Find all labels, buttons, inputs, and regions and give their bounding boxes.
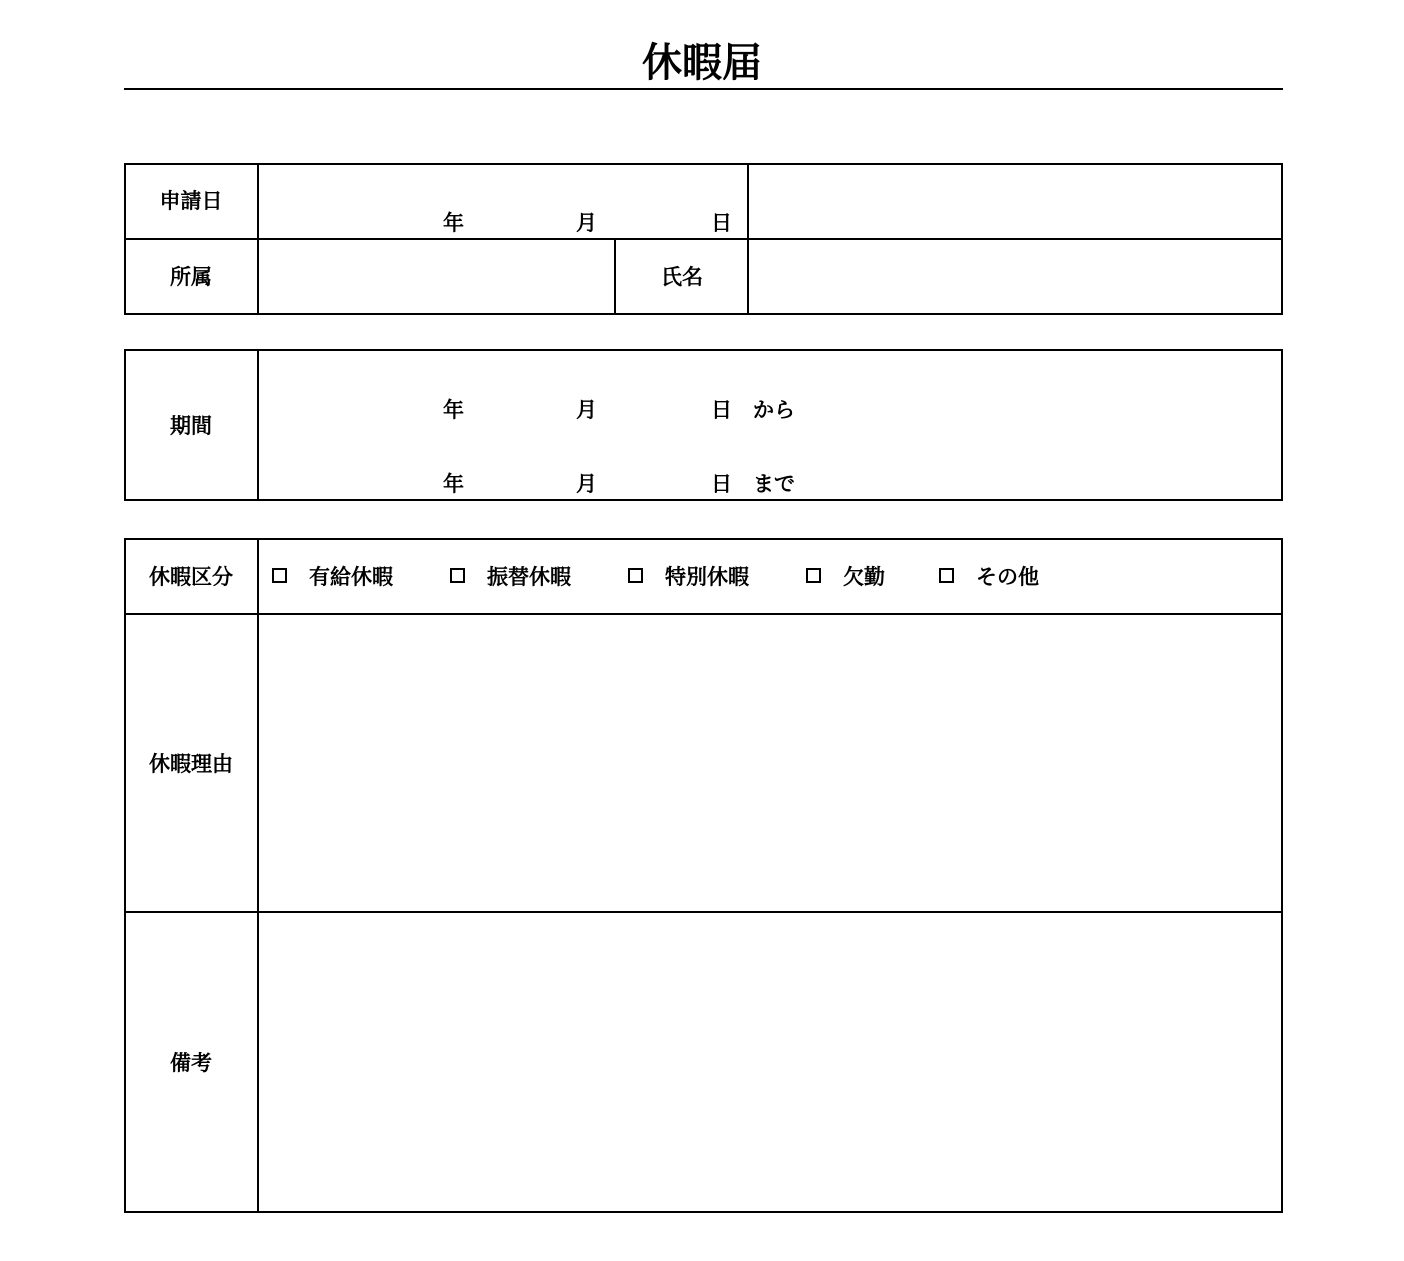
leave-type-row-divider	[124, 613, 1283, 615]
leave-reason-row-divider	[124, 911, 1283, 913]
special-leave-checkbox[interactable]	[628, 568, 643, 583]
leave-type-label: 休暇区分	[149, 565, 233, 589]
period-end-day-unit: 日	[711, 472, 732, 496]
period-end-year-unit: 年	[443, 472, 464, 496]
department-field[interactable]	[260, 241, 613, 313]
period-start-field[interactable]	[260, 352, 1280, 424]
other-checkbox[interactable]	[939, 568, 954, 583]
special-leave-option-label: 特別休暇	[665, 565, 749, 589]
name-field[interactable]	[750, 241, 1280, 313]
application-date-year-unit: 年	[443, 211, 464, 235]
period-from-suffix: から	[753, 398, 795, 422]
page-title: 休暇届	[642, 40, 762, 86]
period-end-month-unit: 月	[576, 472, 597, 496]
other-option-label: その他	[976, 565, 1039, 589]
period-start-year-unit: 年	[443, 398, 464, 422]
title-underline	[124, 88, 1283, 90]
application-date-day-unit: 日	[711, 211, 732, 235]
substitute-leave-checkbox[interactable]	[450, 568, 465, 583]
application-date-label: 申請日	[159, 189, 223, 213]
remarks-field[interactable]	[260, 914, 1280, 1210]
paid-leave-option-label: 有給休暇	[309, 565, 393, 589]
application-date-month-unit: 月	[576, 211, 597, 235]
period-start-day-unit: 日	[711, 398, 732, 422]
leave-reason-label: 休暇理由	[149, 752, 233, 776]
period-start-month-unit: 月	[576, 398, 597, 422]
applicant-label-column-divider	[257, 163, 259, 315]
period-to-suffix: まで	[753, 472, 795, 496]
leave-reason-field[interactable]	[260, 616, 1280, 910]
department-label: 所属	[170, 265, 212, 289]
paid-leave-checkbox[interactable]	[272, 568, 287, 583]
leave-label-column-divider	[257, 538, 259, 1213]
absence-option-label: 欠勤	[843, 565, 885, 589]
application-date-field[interactable]	[260, 166, 746, 237]
applicant-right-column-divider	[747, 163, 749, 315]
substitute-leave-option-label: 振替休暇	[487, 565, 571, 589]
absence-checkbox[interactable]	[806, 568, 821, 583]
period-end-field[interactable]	[260, 426, 1280, 498]
application-date-extra-field[interactable]	[750, 166, 1280, 237]
remarks-label: 備考	[170, 1051, 212, 1075]
period-label: 期間	[170, 414, 212, 438]
name-label: 氏名	[661, 265, 703, 289]
applicant-row-divider	[124, 238, 1283, 240]
